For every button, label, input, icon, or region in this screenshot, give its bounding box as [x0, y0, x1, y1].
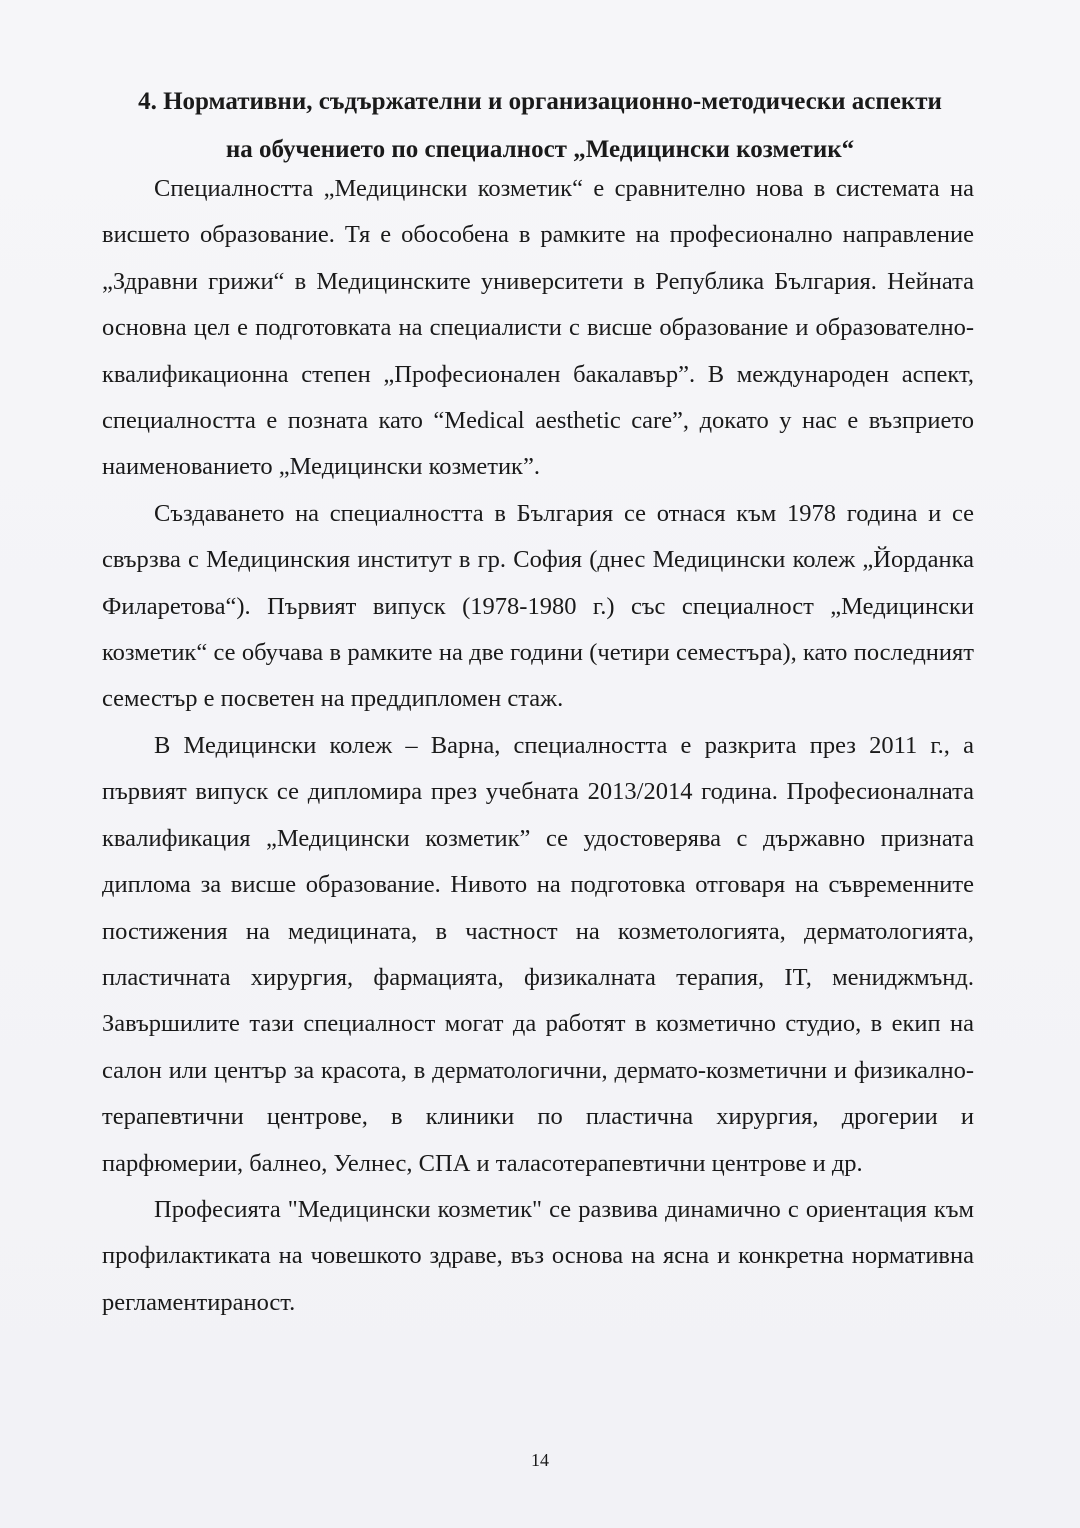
page-number: 14	[531, 1450, 549, 1470]
paragraph-3: В Медицински колеж – Варна, специалността е разкрита през 2011 г., а първият випуск се дипломира през учебната 2013/2014 година. Професионалната квалификация „Медицински козметик” се удостоверява с държавно призната диплома за висше образование. Нивото на подготовка отговаря на съвременните постижения на медицината, в частност на козметологията, дерматологията, пластичната хирургия, фармацията, физикалната терапия, IT, мениджмънд. Завършилите тази специалност могат да работят в козметично студио, в екип на салон или център за красота, в дерматологични, дермато-козметични и физикално-терапевтични центрове, в клиники по пластична хирургия, дрогерии и парфюмерии, балнео, Уелнес, СПА и таласотерапевтични центрове и др.	[102, 731, 974, 1177]
heading-line-2: на обучението по специалност „Медицински козметик“	[225, 136, 855, 163]
body-text	[102, 166, 974, 1326]
paragraph-4: Професията "Медицински козметик" се развива динамично с ориентация към профилактиката на човешкото здраве, въз основа на ясна и конкретна нормативна регламентираност.	[102, 1195, 974, 1316]
heading-line-1: 4. Нормативни, съдържателни и организационно-методически аспекти	[138, 88, 942, 115]
paragraph-1: Специалността „Медицински козметик“ е сравнително нова в системата на висшето образование. Тя е обособена в рамките на професионално направление „Здравни грижи“ в Медицинските университети в Република България. Нейната основна цел е подготовката на специалисти с висше образование и образователно-квалификационна степен „Професионален бакалавър”. В международен аспект, специалността е позната като “Medical aesthetic care”, докато у нас е възприето наименованието „Медицински козметик”.	[102, 175, 974, 481]
section-heading	[100, 78, 980, 174]
paragraph-2: Създаването на специалността в България се отнася към 1978 година и се свързва с Медицинския институт в гр. София (днес Медицински колеж „Йорданка Филаретова“). Първият випуск (1978-1980 г.) със специалност „Медицински козметик“ се обучава в рамките на две години (четири семестъра), като последният семестър е посветен на преддипломен стаж.	[102, 499, 974, 713]
